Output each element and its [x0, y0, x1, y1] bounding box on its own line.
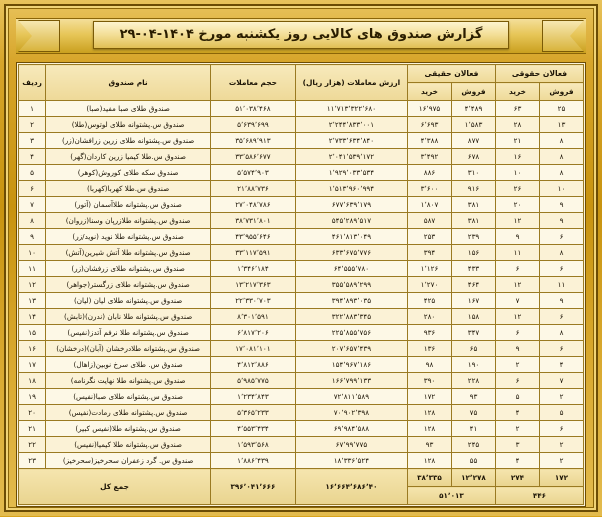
cell-real-buy: ۴۲۵	[408, 293, 452, 309]
cell-legal-buy: ۲۱	[496, 133, 540, 149]
cell-legal-sell: ۸	[540, 165, 584, 181]
table-row	[19, 197, 584, 213]
cell-fund-name: صندوق س.طلا کیمیا زرین کاردان(گهر)	[46, 149, 211, 165]
table-row	[19, 149, 584, 165]
cell-trade-value: ۵۴۵٬۲۸۹٬۵۱۷	[295, 213, 407, 229]
cell-trade-volume: ۱٬۵۹۳٬۵۶۸	[211, 437, 296, 453]
cell-real-buy: ۱۲۸	[408, 405, 452, 421]
cell-row-no: ۷	[19, 197, 46, 213]
cell-trade-value: ۱۸٬۳۳۶٬۵۲۴	[295, 453, 407, 469]
cell-trade-volume: ۵٬۳۶۵٬۲۳۳	[211, 405, 296, 421]
cell-fund-name: صندوق س. گرد زعفران سحرخیز(سحرخیز)	[46, 453, 211, 469]
cell-real-buy: ۱۳۶	[408, 341, 452, 357]
total-real-buy: ۳۸٬۳۳۵	[408, 469, 452, 487]
cell-real-buy: ۳۹۴	[408, 245, 452, 261]
cell-legal-buy: ۴	[496, 405, 540, 421]
header-real-buy: خرید	[408, 83, 452, 101]
total-real-sum: ۵۱٬۰۱۳	[408, 487, 496, 505]
cell-legal-buy: ۹	[496, 229, 540, 245]
cell-legal-buy: ۳	[496, 437, 540, 453]
cell-fund-name: صندوق س.پشتوانه طلای صبا(نفیس)	[46, 389, 211, 405]
cell-legal-sell: ۱۱	[540, 277, 584, 293]
cell-trade-volume: ۵٬۶۳۹٬۶۹۹	[211, 117, 296, 133]
table-row	[19, 277, 584, 293]
cell-fund-name: صندوق س. طلای سرخ نوبین(زاهال)	[46, 357, 211, 373]
total-trade-value: ۱۶٬۶۶۴٬۶۸۶٬۴۰	[295, 469, 407, 505]
cell-real-buy: ۳٬۶۰۰	[408, 181, 452, 197]
cell-trade-volume: ۱٬۸۸۶٬۴۳۹	[211, 453, 296, 469]
cell-trade-volume: ۳۳٬۵۸۶٬۶۷۷	[211, 149, 296, 165]
total-legal-buy: ۲۷۴	[496, 469, 540, 487]
header-trade-value: ارزش معاملات (هزار ریال)	[295, 65, 407, 101]
cell-row-no: ۱۵	[19, 325, 46, 341]
cell-legal-sell: ۸	[540, 245, 584, 261]
cell-trade-value: ۶۳۳٬۶۷۵٬۷۷۶	[295, 245, 407, 261]
cell-trade-volume: ۳۸٬۷۳۱٬۸۰۱	[211, 213, 296, 229]
cell-trade-volume: ۲۷٬۰۴۸٬۷۸۶	[211, 197, 296, 213]
cell-trade-value: ۶۷٬۹۹٬۷۷۵	[295, 437, 407, 453]
cell-legal-buy: ۲۸	[496, 117, 540, 133]
cell-row-no: ۲۲	[19, 437, 46, 453]
table-row	[19, 245, 584, 261]
header-real-persons: فعالان حقیقی	[408, 65, 496, 83]
cell-legal-sell: ۹	[540, 293, 584, 309]
cell-real-sell: ۱۶۷	[452, 293, 496, 309]
table-row	[19, 389, 584, 405]
cell-real-sell: ۱۵۸	[452, 309, 496, 325]
table-row	[19, 405, 584, 421]
cell-legal-buy: ۶۳	[496, 101, 540, 117]
cell-real-buy: ۲۵۳	[408, 229, 452, 245]
cell-trade-volume: ۵٬۹۸۵٬۷۷۵	[211, 373, 296, 389]
cell-fund-name: صندوق س.پشتوانه طلای لوتوس(طلا)	[46, 117, 211, 133]
cell-real-buy: ۱٬۲۷۰	[408, 277, 452, 293]
cell-trade-value: ۲۰۷٬۶۵۷٬۴۳۹	[295, 341, 407, 357]
cell-real-sell: ۴٬۴۸۹	[452, 101, 496, 117]
cell-real-sell: ۱۵۶	[452, 245, 496, 261]
cell-trade-value: ۱۱٬۷۱۳٬۳۲۲٬۶۸۰	[295, 101, 407, 117]
cell-legal-buy: ۲	[496, 357, 540, 373]
header-row-no: ردیف	[19, 65, 46, 101]
cell-legal-buy: ۴	[496, 453, 540, 469]
table-row	[19, 325, 584, 341]
cell-trade-value: ۲٬۷۳۳٬۶۳۴٬۸۴۰	[295, 133, 407, 149]
cell-real-sell: ۶۷۸	[452, 149, 496, 165]
cell-real-buy: ۵۸۷	[408, 213, 452, 229]
table-row	[19, 101, 584, 117]
cell-row-no: ۲۰	[19, 405, 46, 421]
cell-fund-name: صندوق س.پشتوانه طلادرخشان (آبان)(درخشان)	[46, 341, 211, 357]
table-row	[19, 133, 584, 149]
cell-row-no: ۴	[19, 149, 46, 165]
cell-trade-volume: ۳۵٬۶۸۹٬۹۱۳	[211, 133, 296, 149]
cell-real-buy: ۴٬۳۸۸	[408, 133, 452, 149]
cell-row-no: ۱۳	[19, 293, 46, 309]
cell-fund-name: صندوق س.پشتوانه طلا(نفیس کبیر)	[46, 421, 211, 437]
cell-row-no: ۱۱	[19, 261, 46, 277]
cell-row-no: ۵	[19, 165, 46, 181]
cell-legal-buy: ۷	[496, 293, 540, 309]
cell-legal-sell: ۹	[540, 197, 584, 213]
cell-real-sell: ۲۲۸	[452, 373, 496, 389]
cell-legal-sell: ۵	[540, 405, 584, 421]
cell-row-no: ۱	[19, 101, 46, 117]
cell-legal-sell: ۲	[540, 453, 584, 469]
cell-legal-sell: ۹	[540, 213, 584, 229]
table-row	[19, 229, 584, 245]
cell-trade-value: ۳۹۴٬۸۹۳٬۰۳۵	[295, 293, 407, 309]
cell-legal-buy: ۱۱	[496, 245, 540, 261]
cell-legal-sell: ۸	[540, 133, 584, 149]
cell-trade-volume: ۵٬۵۷۴٬۹۰۳	[211, 165, 296, 181]
cell-legal-sell: ۸	[540, 325, 584, 341]
cell-real-buy: ۸۸۶	[408, 165, 452, 181]
cell-real-sell: ۳۸۱	[452, 213, 496, 229]
cell-trade-volume: ۲۱٬۸۸٬۷۳۶	[211, 181, 296, 197]
cell-legal-sell: ۶	[540, 261, 584, 277]
cell-real-sell: ۱۹۰	[452, 357, 496, 373]
cell-row-no: ۸	[19, 213, 46, 229]
table-row	[19, 453, 584, 469]
cell-trade-value: ۳۲۲٬۸۸۳٬۳۴۵	[295, 309, 407, 325]
cell-row-no: ۱۶	[19, 341, 46, 357]
table-row	[19, 421, 584, 437]
cell-fund-name: صندوق س.پشتوانه طلای زرفشان(زر)	[46, 261, 211, 277]
table-row	[19, 373, 584, 389]
cell-real-buy: ۱٬۱۲۶	[408, 261, 452, 277]
table-footer	[19, 469, 584, 505]
cell-trade-value: ۳۵۵٬۵۸۹٬۲۹۹	[295, 277, 407, 293]
cell-real-sell: ۵۵	[452, 453, 496, 469]
table-row	[19, 117, 584, 133]
header-fund-name: نام صندوق	[46, 65, 211, 101]
cell-real-sell: ۳۱۰	[452, 165, 496, 181]
cell-real-sell: ۳۸۱	[452, 197, 496, 213]
cell-trade-value: ۷۰٬۹۰۲٬۳۹۸	[295, 405, 407, 421]
cell-legal-buy: ۵	[496, 389, 540, 405]
cell-trade-value: ۲٬۲۴۴٬۸۳۳٬۰۰۱	[295, 117, 407, 133]
cell-fund-name: صندوق س.پشتوانه طلا کیمیا(نفیس)	[46, 437, 211, 453]
cell-real-sell: ۲۴۵	[452, 437, 496, 453]
cell-legal-buy: ۱۲	[496, 213, 540, 229]
cell-fund-name: صندوق س.پشتوانه طلای لیان (لیان)	[46, 293, 211, 309]
cell-legal-sell: ۴	[540, 357, 584, 373]
cell-legal-buy: ۱۶	[496, 149, 540, 165]
cell-row-no: ۱۰	[19, 245, 46, 261]
cell-fund-name: صندوق س.پشتوانه طلازرپان وسنا(زروان)	[46, 213, 211, 229]
cell-legal-sell: ۱۰	[540, 181, 584, 197]
total-real-sell: ۱۲٬۲۷۸	[452, 469, 496, 487]
cell-legal-buy: ۱۲	[496, 309, 540, 325]
page-title: گزارش صندوق های کالایی روز یکشنبه مورخ ۱۴۰۴-۰۴-۲۹	[93, 21, 510, 50]
cell-real-sell: ۹۱۶	[452, 181, 496, 197]
cell-legal-buy: ۲۶	[496, 181, 540, 197]
cell-row-no: ۱۸	[19, 373, 46, 389]
cell-row-no: ۲۱	[19, 421, 46, 437]
total-label: جمع کل	[19, 469, 211, 505]
cell-fund-name: صندوق س.پشتوانه طلا نهایت نگرنامه)	[46, 373, 211, 389]
header-trade-volume: حجم معاملات	[211, 65, 296, 101]
table-row	[19, 309, 584, 325]
table-header-group-row	[19, 65, 584, 83]
cell-trade-value: ۲۲۵٬۸۵۵٬۷۵۶	[295, 325, 407, 341]
cell-legal-sell: ۲	[540, 437, 584, 453]
cell-fund-name: صندوق س.پشتوانه طلا نابان (ندرن)(تابش)	[46, 309, 211, 325]
cell-legal-sell: ۶	[540, 421, 584, 437]
cell-legal-buy: ۲۰	[496, 197, 540, 213]
cell-trade-value: ۷۲٬۸۱۱٬۵۸۹	[295, 389, 407, 405]
cell-trade-volume: ۵۱٬۰۳۸٬۴۶۸	[211, 101, 296, 117]
cell-row-no: ۱۷	[19, 357, 46, 373]
cell-trade-value: ۶۴٬۵۵۵٬۷۸۰	[295, 261, 407, 277]
cell-real-buy: ۹۳۶	[408, 325, 452, 341]
cell-real-buy: ۹۸	[408, 357, 452, 373]
cell-fund-name: صندوق س.پشتوانه طلا نوید (نوید/زر)	[46, 229, 211, 245]
cell-row-no: ۶	[19, 181, 46, 197]
table-row	[19, 341, 584, 357]
cell-trade-volume: ۸٬۳۰۱٬۵۹۱	[211, 309, 296, 325]
table-row	[19, 437, 584, 453]
header-legal-sell: فروش	[540, 83, 584, 101]
header-real-sell: فروش	[452, 83, 496, 101]
cell-row-no: ۳	[19, 133, 46, 149]
table-header	[19, 65, 584, 101]
cell-real-sell: ۱٬۵۸۳	[452, 117, 496, 133]
cell-fund-name: صندوق طلای صبا مفید(صبا)	[46, 101, 211, 117]
cell-fund-name: صندوق س.پشتوانه طلای زرین زرافشان(زر)	[46, 133, 211, 149]
cell-trade-volume: ۱٬۳۴۶٬۱۸۴	[211, 261, 296, 277]
table-row	[19, 165, 584, 181]
cell-real-buy: ۲۸۰	[408, 309, 452, 325]
cell-real-buy: ۱۲۸	[408, 453, 452, 469]
total-legal-sell: ۱۷۲	[540, 469, 584, 487]
cell-real-sell: ۹۳	[452, 389, 496, 405]
cell-trade-volume: ۱٬۲۳۴٬۸۴۳	[211, 389, 296, 405]
cell-legal-buy: ۶	[496, 373, 540, 389]
cell-trade-volume: ۶٬۸۱۷٬۲۰۶	[211, 325, 296, 341]
cell-trade-volume: ۴۳٬۹۵۵٬۶۴۶	[211, 229, 296, 245]
cell-legal-buy: ۶	[496, 325, 540, 341]
cell-legal-sell: ۶	[540, 229, 584, 245]
table-row	[19, 181, 584, 197]
cell-trade-volume: ۱۷٬۰۸۱٬۱۰۱	[211, 341, 296, 357]
cell-trade-value: ۶۹٬۹۸۴٬۵۸۸	[295, 421, 407, 437]
cell-fund-name: صندوق س.طلا کهربا(کهربا)	[46, 181, 211, 197]
cell-legal-buy: ۱۲	[496, 277, 540, 293]
cell-real-sell: ۳۴۷	[452, 325, 496, 341]
cell-row-no: ۱۴	[19, 309, 46, 325]
cell-real-buy: ۶٬۶۹۳	[408, 117, 452, 133]
cell-legal-buy: ۲	[496, 421, 540, 437]
cell-legal-sell: ۱۳	[540, 117, 584, 133]
cell-trade-volume: ۲۲٬۳۳۰٬۷۰۳	[211, 293, 296, 309]
cell-legal-sell: ۲۵	[540, 101, 584, 117]
total-trade-volume: ۳۹۶٬۰۴۱٬۶۶۶	[211, 469, 296, 505]
cell-trade-value: ۱٬۵۱۳٬۹۶۰٬۹۹۴	[295, 181, 407, 197]
cell-real-buy: ۹۳	[408, 437, 452, 453]
cell-legal-sell: ۶	[540, 309, 584, 325]
cell-row-no: ۱۲	[19, 277, 46, 293]
cell-trade-value: ۲٬۰۴۱٬۵۳۹٬۱۷۲	[295, 149, 407, 165]
cell-fund-name: صندوق س.پشتوانه طلای رمادت(نفیس)	[46, 405, 211, 421]
cell-real-buy: ۱۷۲	[408, 389, 452, 405]
total-row-1	[19, 469, 584, 487]
cell-trade-volume: ۱۳٬۲۱۷٬۳۶۳	[211, 277, 296, 293]
table-body	[19, 101, 584, 469]
header-legal-buy: خرید	[496, 83, 540, 101]
table-row	[19, 293, 584, 309]
cell-row-no: ۲	[19, 117, 46, 133]
cell-trade-volume: ۴٬۸۱۲٬۸۸۶	[211, 357, 296, 373]
cell-trade-value: ۱۵۴٬۹۶۷٬۱۸۶	[295, 357, 407, 373]
cell-real-buy: ۱۶٬۹۷۵	[408, 101, 452, 117]
table-row	[19, 357, 584, 373]
cell-real-sell: ۶۵	[452, 341, 496, 357]
cell-trade-volume: ۳۳٬۱۱۷٬۵۹۱	[211, 245, 296, 261]
cell-legal-buy: ۹	[496, 341, 540, 357]
cell-trade-volume: ۴٬۵۵۳٬۴۳۴	[211, 421, 296, 437]
cell-real-sell: ۴۳۳	[452, 261, 496, 277]
cell-legal-buy: ۱۰	[496, 165, 540, 181]
table-row	[19, 213, 584, 229]
table-row	[19, 261, 584, 277]
cell-real-sell: ۴۱	[452, 421, 496, 437]
cell-legal-buy: ۶	[496, 261, 540, 277]
cell-row-no: ۱۹	[19, 389, 46, 405]
funds-table	[18, 64, 584, 505]
cell-real-buy: ۱٬۸۰۷	[408, 197, 452, 213]
cell-fund-name: صندوق سکه طلای کوروش(کوهر)	[46, 165, 211, 181]
cell-legal-sell: ۷	[540, 373, 584, 389]
cell-trade-value: ۱۶۶٬۷۹۹٬۱۳۳	[295, 373, 407, 389]
cell-fund-name: صندوق س.پشتوانه طلای زرگستر(جواهر)	[46, 277, 211, 293]
cell-real-sell: ۸۷۷	[452, 133, 496, 149]
cell-trade-value: ۱٬۹۲۹٬۰۳۳٬۵۳۴	[295, 165, 407, 181]
report-header	[16, 12, 586, 58]
cell-trade-value: ۴۶۱٬۸۱۳٬۰۴۹	[295, 229, 407, 245]
cell-real-sell: ۲۳۹	[452, 229, 496, 245]
cell-row-no: ۹	[19, 229, 46, 245]
cell-fund-name: صندوق س.پشتوانه طلا نرفم آتدز(نفیس)	[46, 325, 211, 341]
cell-legal-sell: ۲	[540, 389, 584, 405]
cell-legal-sell: ۶	[540, 341, 584, 357]
cell-legal-sell: ۸	[540, 149, 584, 165]
cell-fund-name: صندوق س.پشتوانه طلا آتش شیرین(آتش)	[46, 245, 211, 261]
report-table-container	[16, 62, 586, 507]
cell-real-sell: ۴۶۴	[452, 277, 496, 293]
cell-real-buy: ۱۲۸	[408, 421, 452, 437]
cell-real-buy: ۳۹۰	[408, 373, 452, 389]
cell-trade-value: ۶۷۷٬۶۳۹٬۱۷۹	[295, 197, 407, 213]
cell-real-buy: ۳٬۴۹۲	[408, 149, 452, 165]
cell-row-no: ۲۳	[19, 453, 46, 469]
cell-real-sell: ۷۵	[452, 405, 496, 421]
total-legal-sum: ۴۴۶	[496, 487, 584, 505]
cell-fund-name: صندوق س.پشتوانه طلاآسمان (آتور)	[46, 197, 211, 213]
header-legal-persons: فعالان حقوقی	[496, 65, 584, 83]
